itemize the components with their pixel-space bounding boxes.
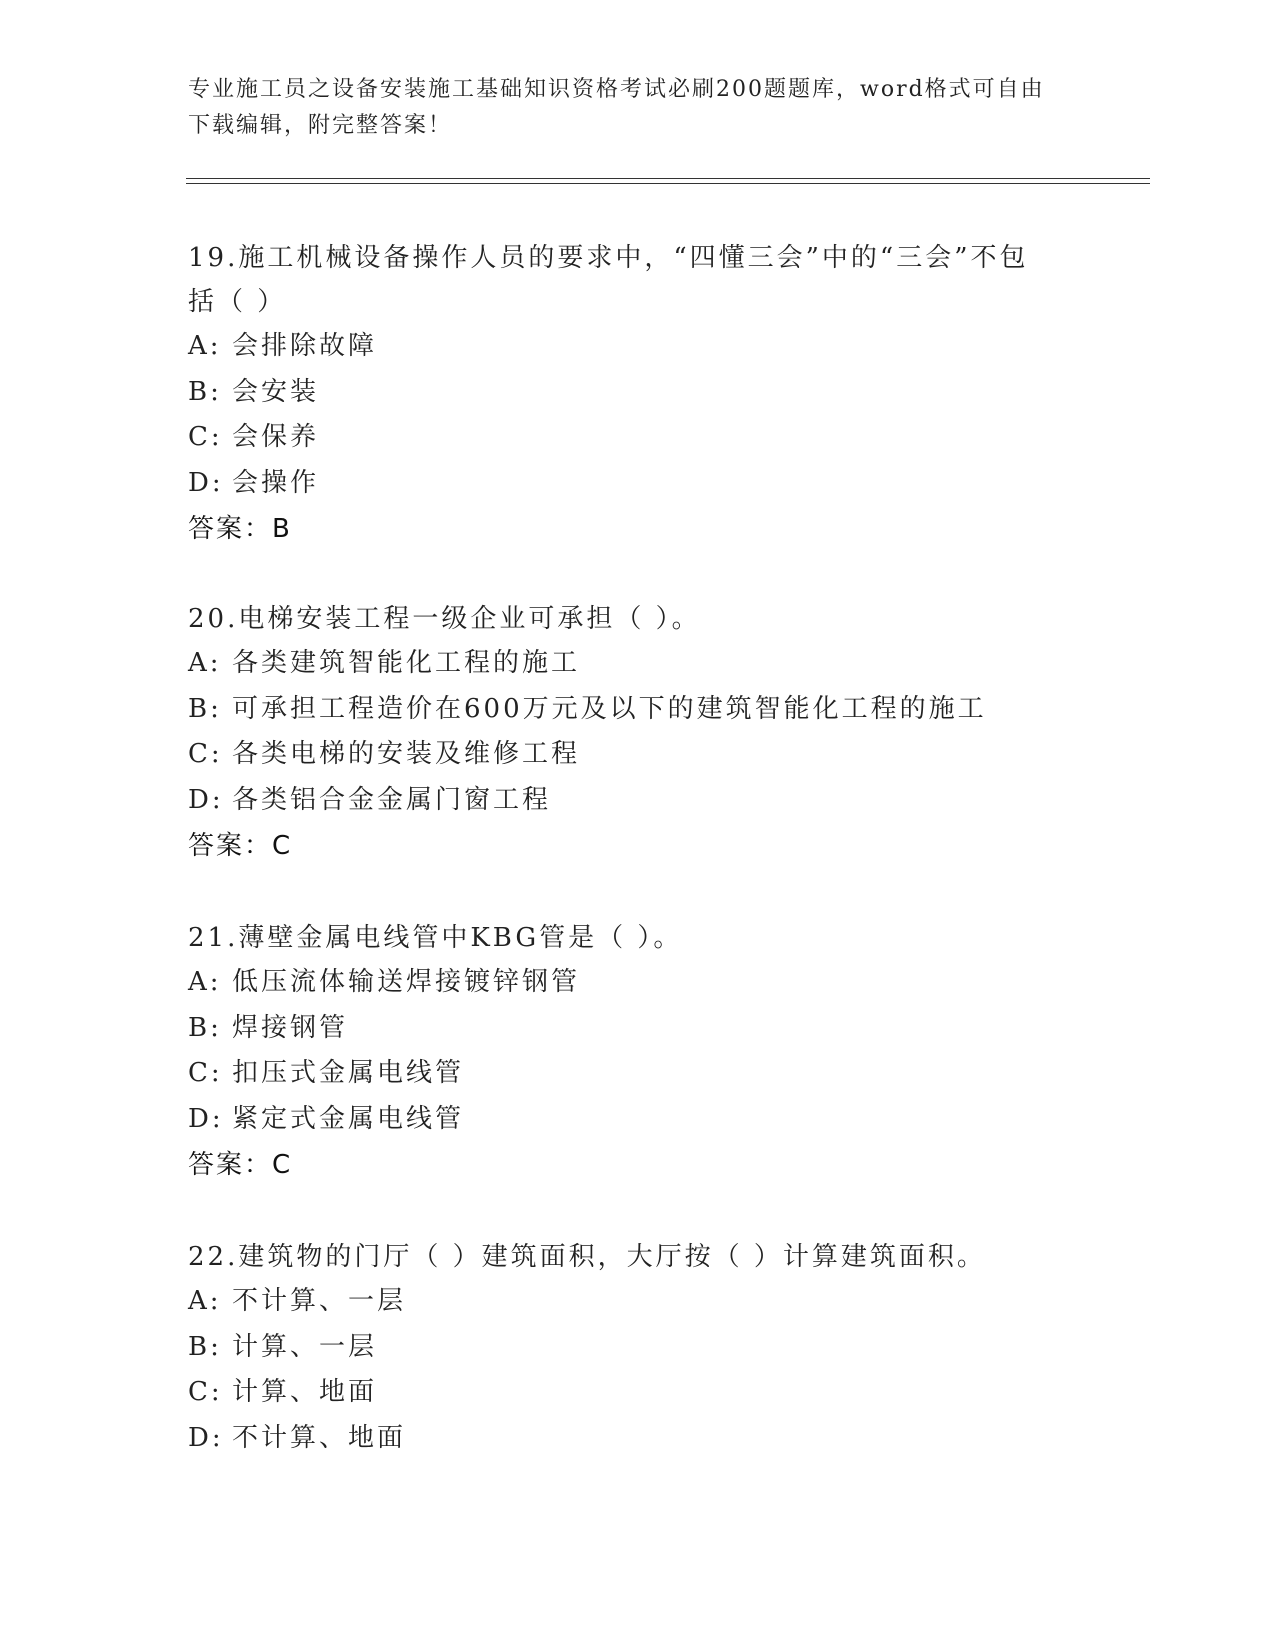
option-text: 扣压式金属电线管: [232, 1058, 465, 1088]
question-20: [188, 597, 1088, 869]
option-b: [188, 370, 1088, 416]
option-letter: A:: [188, 648, 222, 678]
option-letter: A:: [188, 1286, 222, 1316]
option-d: [188, 778, 1088, 824]
option-letter: B:: [188, 693, 222, 724]
option-letter: A:: [188, 331, 222, 361]
option-d: [188, 1416, 1088, 1462]
question-text-line-1: 22.建筑物的门厅（ ）建筑面积，大厅按（ ）计算建筑面积。: [188, 1242, 986, 1272]
option-a: [188, 641, 1088, 687]
header-divider-bottom: [186, 183, 1150, 184]
option-letter: B:: [188, 376, 222, 407]
option-b: [188, 1006, 1088, 1052]
option-text: 焊接钢管: [232, 1012, 349, 1043]
option-letter: B:: [188, 1012, 222, 1043]
option-c: [188, 415, 1088, 461]
option-letter: B:: [188, 1331, 222, 1362]
question-21: [188, 916, 1088, 1188]
question-text-line-2: 括（ ）: [188, 287, 287, 317]
option-letter: C:: [188, 739, 223, 769]
option-c: [188, 1370, 1088, 1416]
option-d: [188, 461, 1088, 507]
question-text-line-1: 19.施工机械设备操作人员的要求中，“四懂三会”中的“三会”不包: [188, 243, 1029, 273]
header-divider-top: [186, 178, 1150, 179]
option-d: [188, 1097, 1088, 1143]
option-text: 紧定式金属电线管: [232, 1103, 465, 1134]
option-letter: D:: [188, 784, 224, 815]
question-22: [188, 1235, 1088, 1461]
option-a: [188, 960, 1088, 1006]
option-text: 不计算、一层: [232, 1286, 407, 1316]
option-text: 会排除故障: [232, 331, 378, 361]
option-text: 会安装: [232, 376, 320, 407]
option-letter: C:: [188, 422, 223, 452]
option-text: 低压流体输送焊接镀锌钢管: [232, 967, 581, 997]
question-19: [188, 236, 1088, 552]
option-letter: A:: [188, 967, 222, 997]
header-line-1: 专业施工员之设备安装施工基础知识资格考试必刷200题题库，word格式可自由: [188, 77, 1045, 102]
option-letter: C:: [188, 1058, 223, 1088]
option-text: 各类建筑智能化工程的施工: [232, 648, 581, 678]
option-c: [188, 1051, 1088, 1097]
option-text: 会保养: [232, 422, 320, 452]
option-letter: D:: [188, 1422, 224, 1453]
question-text-line-1: 21.薄壁金属电线管中KBG管是（ ）。: [188, 923, 683, 953]
option-a: [188, 324, 1088, 370]
option-letter: C:: [188, 1377, 223, 1407]
option-text: 不计算、地面: [232, 1422, 407, 1453]
option-text: 各类电梯的安装及维修工程: [232, 739, 581, 769]
answer-line: 答案：C: [188, 1150, 293, 1180]
option-letter: D:: [188, 467, 224, 498]
option-b: [188, 687, 1088, 733]
answer-line: 答案：B: [188, 514, 292, 544]
option-c: [188, 732, 1088, 778]
document-header: [188, 72, 1078, 144]
question-text-line-1: 20.电梯安装工程一级企业可承担（ ）。: [188, 604, 701, 634]
option-b: [188, 1325, 1088, 1371]
option-letter: D:: [188, 1103, 224, 1134]
option-a: [188, 1279, 1088, 1325]
option-text: 计算、地面: [232, 1377, 378, 1407]
option-text: 可承担工程造价在600万元及以下的建筑智能化工程的施工: [232, 693, 987, 724]
answer-line: 答案：C: [188, 831, 293, 861]
option-text: 各类铝合金金属门窗工程: [232, 784, 552, 815]
header-line-2: 下载编辑，附完整答案！: [188, 113, 453, 138]
option-text: 计算、一层: [232, 1331, 378, 1362]
option-text: 会操作: [232, 467, 320, 498]
